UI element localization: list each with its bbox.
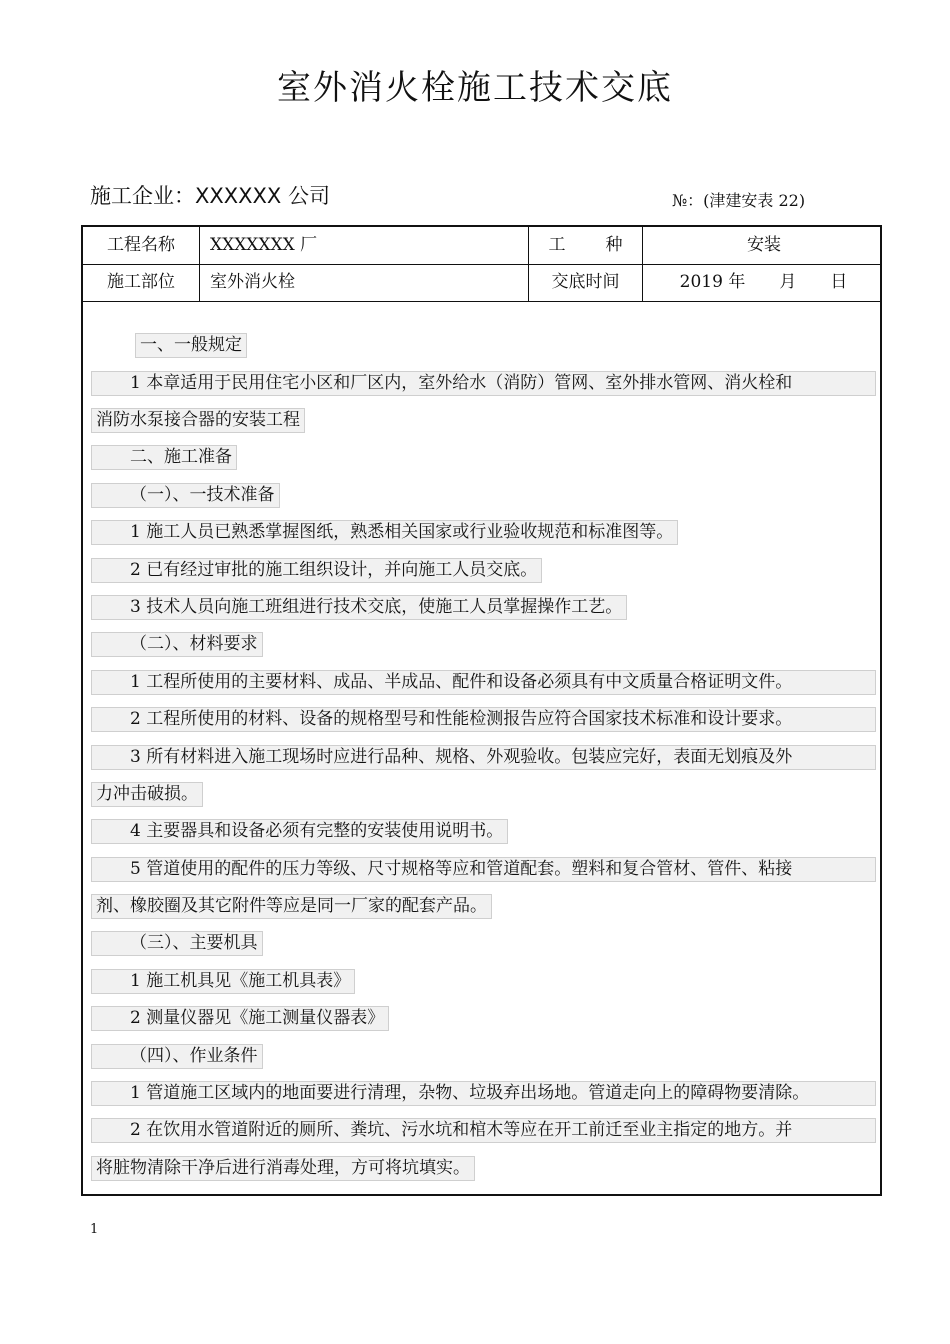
content-line: 1 施工机具见《施工机具表》 (91, 969, 355, 994)
section-heading: 一、一般规定 (135, 333, 247, 358)
subsection-heading: （三）、主要机具 (91, 931, 263, 956)
document-number: №：(津建安表 22) (672, 191, 806, 210)
content-line: 力冲击破损。 (91, 782, 203, 807)
content-line: 1 施工人员已熟悉掌握图纸，熟悉相关国家或行业验收规范和标准图等。 (91, 520, 678, 545)
content-line: 2 在饮用水管道附近的厕所、粪坑、污水坑和棺木等应在开工前迁至业主指定的地方。并 (91, 1118, 876, 1143)
section-heading: 二、施工准备 (91, 445, 237, 470)
content-line: 将脏物清除干净后进行消毒处理，方可将坑填实。 (91, 1156, 475, 1181)
subsection-heading: （一）、一技术准备 (91, 483, 280, 508)
content-line: 5 管道使用的配件的压力等级、尺寸规格等应和管道配套。塑料和复合管材、管件、粘接 (91, 857, 876, 882)
content-line: 2 工程所使用的材料、设备的规格型号和性能检测报告应符合国家技术标准和设计要求。 (91, 707, 876, 732)
content-line: 2 测量仪器见《施工测量仪器表》 (91, 1006, 389, 1031)
document-title: 室外消火栓施工技术交底 (277, 68, 673, 108)
disclosure-table (81, 225, 882, 1196)
work-type-label-char-2: 种 (605, 235, 623, 255)
location-label: 施工部位 (83, 264, 200, 301)
location-value: 室外消火栓 (200, 264, 529, 301)
content-line: 4 主要器具和设备必须有完整的安装使用说明书。 (91, 819, 508, 844)
subsection-heading: （二）、材料要求 (91, 632, 263, 657)
work-type-value: 安装 (747, 235, 781, 255)
company-label: 施工企业：XXXXXX 公司 (90, 184, 330, 208)
subsection-heading: （四）、作业条件 (91, 1044, 263, 1069)
work-type-label-char-1: 工 (548, 235, 566, 255)
content-line: 3 所有材料进入施工现场时应进行品种、规格、外观验收。包装应完好，表面无划痕及外 (91, 745, 876, 770)
project-name-label: 工程名称 (83, 227, 200, 264)
header-row-1 (83, 227, 880, 265)
date-value: 2019 年 月 日 (679, 272, 848, 292)
content-line: 1 本章适用于民用住宅小区和厂区内，室外给水（消防）管网、室外排水管网、消火栓和 (91, 371, 876, 396)
content-line: 2 已有经过审批的施工组织设计，并向施工人员交底。 (91, 558, 542, 583)
content-line: 消防水泵接合器的安装工程 (91, 408, 305, 433)
page-number: 1 (90, 1222, 99, 1237)
header-row-2 (83, 264, 880, 302)
content-line: 3 技术人员向施工班组进行技术交底，使施工人员掌握操作工艺。 (91, 595, 627, 620)
work-type-label (529, 227, 643, 264)
content-line: 1 管道施工区域内的地面要进行清理，杂物、垃圾弃出场地。管道走向上的障碍物要清除。 (91, 1081, 876, 1106)
content-line: 1 工程所使用的主要材料、成品、半成品、配件和设备必须具有中文质量合格证明文件。 (91, 670, 876, 695)
date-label: 交底时间 (529, 264, 643, 301)
content-line: 剂、橡胶圈及其它附件等应是同一厂家的配套产品。 (91, 894, 492, 919)
project-name-value: XXXXXXX 厂 (200, 227, 529, 264)
